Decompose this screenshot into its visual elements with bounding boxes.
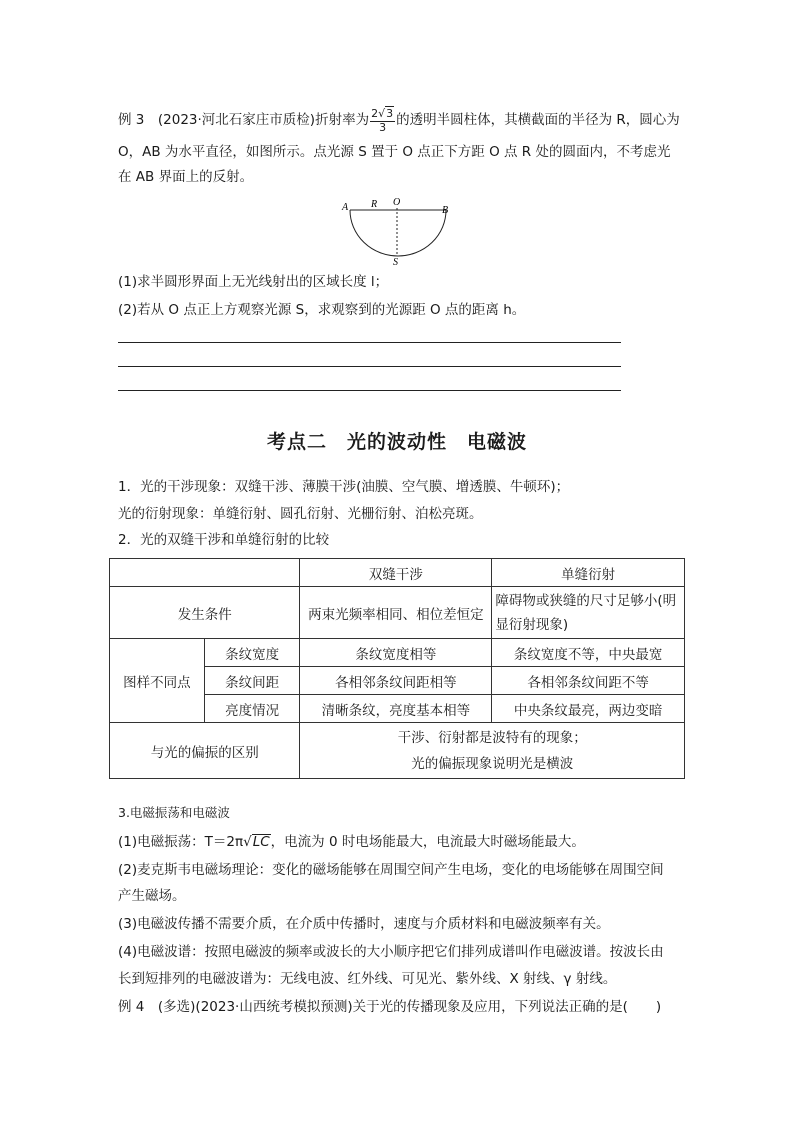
item3-p2-line2: 产生磁场。: [118, 888, 186, 904]
frac-num-radicand: 3: [386, 107, 394, 120]
diff-label: 图样不同点: [110, 639, 205, 723]
example4-close: ): [655, 999, 662, 1015]
item3-p2-line1: (2)麦克斯韦电磁场理论：变化的磁场能够在周围空间产生电场，变化的电场能够在周围空间: [118, 862, 664, 878]
semicircle-figure: [340, 194, 460, 266]
refractive-index-fraction: $\frac{2√3}{3}$: [371, 107, 394, 134]
polar-line2: 光的偏振现象说明光是横波: [411, 755, 574, 772]
polar-label: 与光的偏振的区别: [110, 723, 300, 779]
answer-line-2: [118, 366, 621, 367]
item1-line1: 1．光的干涉现象：双缝干涉、薄膜干涉(油膜、空气膜、增透膜、牛顿环)；: [118, 479, 570, 495]
width-single: 条纹宽度不等，中央最宽: [492, 639, 685, 667]
table-row: [110, 723, 685, 779]
section-title: 考点二 光的波动性 电磁波: [266, 431, 527, 453]
table-row: [110, 639, 685, 667]
header-empty: [110, 559, 300, 587]
example3-text-a: 折射率为: [315, 112, 370, 128]
example4-label: 例 4: [118, 999, 145, 1015]
spacing-label: 条纹间距: [204, 667, 300, 695]
width-double: 条纹宽度相等: [300, 639, 492, 667]
example3-line3: 在 AB 界面上的反射。: [118, 169, 254, 185]
label-b: B: [442, 205, 449, 216]
bright-double: 清晰条纹，亮度基本相等: [300, 695, 492, 723]
label-s: S: [393, 257, 398, 266]
item3-title: 3.电磁振荡和电磁波: [118, 805, 230, 820]
polar-line1: 干涉、衍射都是波特有的现象；: [397, 729, 587, 746]
spacing-single: 各相邻条纹间距不等: [492, 667, 685, 695]
item3-p4-line1: (4)电磁波谱：按照电磁波的频率或波长的大小顺序把它们排列成谱叫作电磁波谱。按波长由: [118, 944, 664, 960]
example4-text: (多选)(2023·山西统考模拟预测)关于光的传播现象及应用，下列说法正确的是(: [157, 999, 628, 1015]
cond-single: 障碍物或狭缝的尺寸足够小(明显衍射现象): [492, 587, 685, 639]
example4-line: [118, 997, 661, 1017]
bright-label: 亮度情况: [204, 695, 300, 723]
item2-title: 2．光的双缝干涉和单缝衍射的比较: [118, 532, 330, 548]
cond-double: 两束光频率相同、相位差恒定: [300, 587, 492, 639]
answer-line-3: [118, 390, 621, 391]
table-row: [110, 559, 685, 587]
label-a: A: [342, 202, 349, 213]
item3-p1-radicand: LC: [252, 834, 270, 850]
header-double-slit: 双缝干涉: [300, 559, 492, 587]
label-r: R: [371, 199, 378, 210]
comparison-table: [109, 558, 685, 779]
label-o: O: [393, 197, 401, 208]
spacing-double: 各相邻条纹间距相等: [300, 667, 492, 695]
example3-q1: (1)求半圆形界面上无光线射出的区域长度 l；: [118, 274, 389, 290]
example3-line1: [118, 106, 680, 134]
header-single-slit: 单缝衍射: [492, 559, 685, 587]
frac-denominator: 3: [379, 121, 387, 134]
frac-num-coef: 2: [371, 107, 379, 120]
item3-p1: (1)电磁振荡：T＝2π√LC，电流为 0 时电场能最大，电流最大时磁场能最大。: [118, 834, 585, 850]
polar-cell: [300, 723, 685, 779]
semicircle-arc: [350, 210, 446, 256]
item3-p1-a: (1)电磁振荡：T＝2π: [118, 834, 244, 850]
example3-q2: (2)若从 O 点正上方观察光源 S，求观察到的光源距 O 点的距离 h。: [118, 302, 526, 318]
table-row: [110, 587, 685, 639]
example3-line2: O，AB 为水平直径，如图所示。点光源 S 置于 O 点正下方距 O 点 R 处的圆面内，不考虑光: [118, 144, 671, 160]
width-label: 条纹宽度: [204, 639, 300, 667]
item3-p3: (3)电磁波传播不需要介质，在介质中传播时，速度与介质材料和电磁波频率有关。: [118, 916, 610, 932]
item3-p4-line2: 长到短排列的电磁波谱为：无线电波、红外线、可见光、紫外线、X 射线、γ 射线。: [118, 971, 617, 987]
answer-line-1: [118, 342, 621, 343]
cond-label: 发生条件: [110, 587, 300, 639]
example3-source: (2023·河北石家庄市质检): [157, 112, 316, 128]
bright-single: 中央条纹最亮，两边变暗: [492, 695, 685, 723]
item3-p1-b: ，电流为 0 时电场能最大，电流最大时磁场能最大。: [270, 834, 585, 850]
item1-line2: 光的衍射现象：单缝衍射、圆孔衍射、光栅衍射、泊松亮斑。: [118, 506, 483, 522]
example3-text-b: 的透明半圆柱体，其横截面的半径为 R，圆心为: [396, 112, 680, 128]
example3-label: 例 3: [118, 112, 145, 128]
